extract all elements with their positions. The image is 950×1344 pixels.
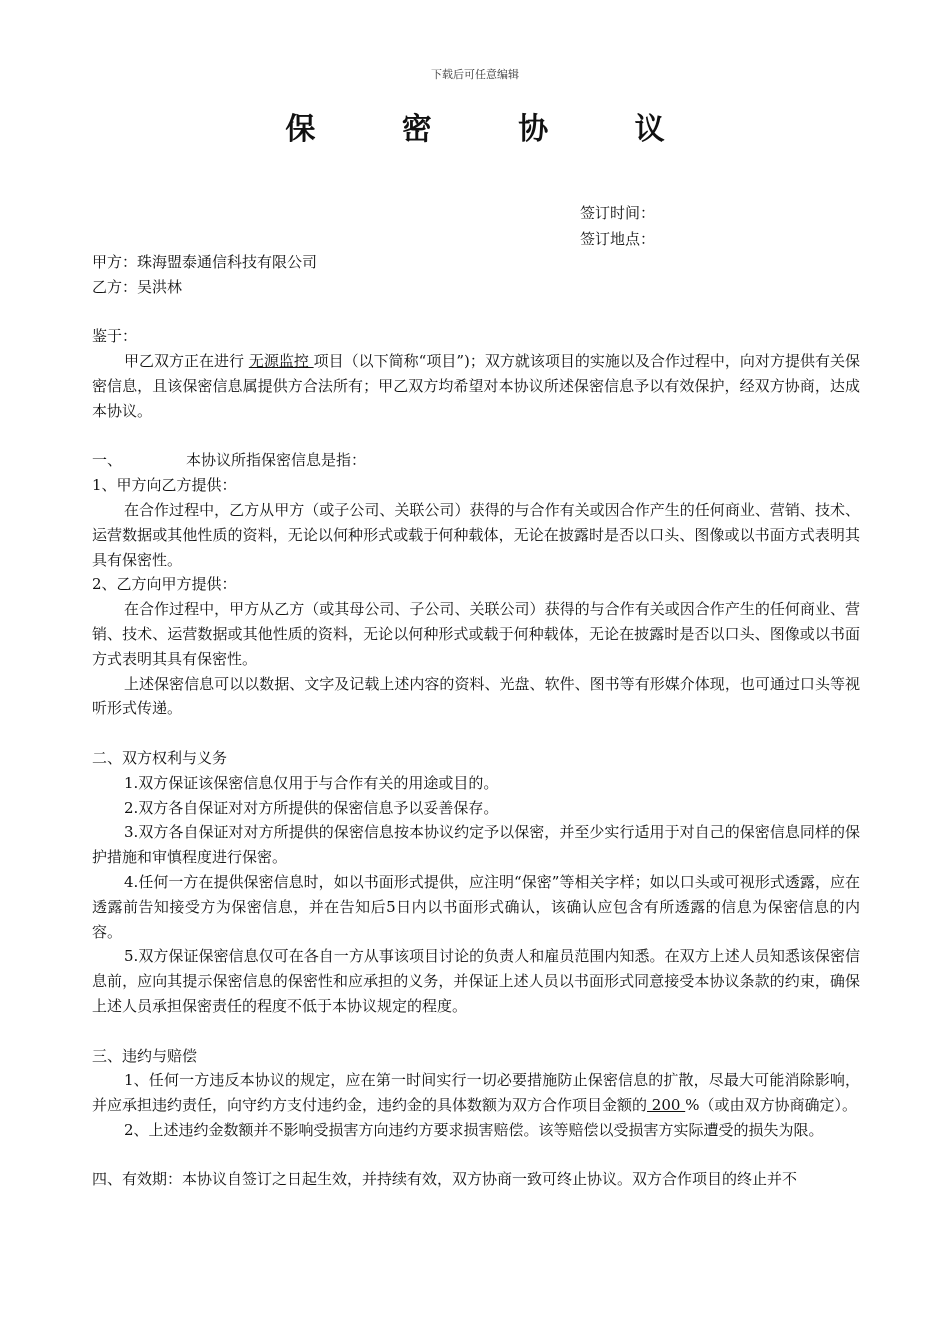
section3-item1-post: %（或由双方协商确定）。 (685, 1096, 857, 1115)
section3-item1 (92, 1068, 860, 1118)
section2-item: 2.双方各自保证对对方所提供的保密信息予以妥善保存。 (124, 798, 499, 817)
section4-text: 四、有效期：本协议自签订之日起生效，并持续有效，双方协商一致可终止协议。双方合作项目的终止并不 (92, 1170, 798, 1189)
preamble-paragraph (92, 349, 860, 423)
sign-place-label: 签订地点： (580, 230, 656, 248)
section2-item: 4.任何一方在提供保密信息时，如以书面形式提供，应注明“保密”等相关字样；如以口头或可视形式透露，应在透露前告知接受方为保密信息，并在告知后5日内以书面形式确认，该确认应包含有所透露的信息为保密信息的内容。 (92, 872, 860, 941)
sign-time-label: 签订时间： (580, 204, 656, 222)
section1-item1-text: 在合作过程中，乙方从甲方（或子公司、关联公司）获得的与合作有关或因合作产生的任何商业、营销、技术、运营数据或其他性质的资料，无论以何种形式或载于何种载体，无论在披露时是否以口头、图像或以书面方式表明其具有保密性。 (92, 500, 860, 569)
section2-item: 1.双方保证该保密信息仅用于与合作有关的用途或目的。 (124, 773, 499, 792)
section1-number: 一、 (92, 451, 123, 470)
section2-title: 二、双方权利与义务 (92, 748, 228, 767)
section3-title: 三、违约与赔偿 (92, 1046, 198, 1065)
header-note: 下载后可任意编辑 (431, 68, 519, 81)
document-body (92, 250, 860, 1192)
party-a: 甲方：珠海盟泰通信科技有限公司 (92, 253, 318, 271)
party-b: 乙方：吴洪林 (92, 277, 183, 296)
section1-item2-title: 2、乙方向甲方提供： (92, 575, 237, 594)
document-title: 保 密 协 议 (285, 112, 703, 147)
preamble-text-post: 项目（以下简称“项目”)；双方就该项目的实施以及合作过程中，向对方提供有关保密信息，且该保密信息属提供方合法所有；甲乙双方均希望对本协议所述保密信息予以有效保护，经双方协商，达成本协议。 (92, 352, 860, 420)
penalty-percentage: 200 (647, 1096, 686, 1115)
section1-note: 上述保密信息可以以数据、文字及记载上述内容的资料、光盘、软件、图书等有形媒介体现，也可通过口头等视听形式传递。 (92, 674, 860, 718)
section3-item1-pre: 1、任何一方违反本协议的规定，应在第一时间实行一切必要措施防止保密信息的扩散，尽最大可能消除影响，并应承担违约责任，向守约方支付违约金，违约金的具体数额为双方合作项目金额的 (92, 1071, 860, 1115)
sign-block (580, 200, 655, 252)
preamble-text-pre: 甲乙双方正在进行 (124, 352, 249, 371)
section3-item2: 2、上述违约金数额并不影响受损害方向违约方要求损害赔偿。该等赔偿以受损害方实际遭受的损失为限。 (124, 1120, 824, 1139)
preamble-label: 鉴于： (92, 327, 138, 346)
section1-item2-text: 在合作过程中，甲方从乙方（或其母公司、子公司、关联公司）获得的与合作有关或因合作产生的任何商业、营销、技术、运营数据或其他性质的资料，无论以何种形式或载于何种载体，无论在披露时是否以口头、图像或以书面方式表明其具有保密性。 (92, 600, 860, 668)
section1-item1-title: 1、甲方向乙方提供： (92, 476, 237, 495)
section2-item: 5.双方保证保密信息仅可在各自一方从事该项目讨论的负责人和雇员范围内知悉。在双方上述人员知悉该保密信息前，应向其提示保密信息的保密性和应承担的义务，并保证上述人员以书面形式同意接受本协议条款的约束，确保上述人员承担保密责任的程度不低于本协议规定的程度。 (92, 947, 860, 1015)
section1-heading (92, 448, 860, 473)
section1-title: 本协议所指保密信息是指： (186, 451, 367, 470)
section2-item: 3.双方各自保证对对方所提供的保密信息按本协议约定予以保密，并至少实行适用于对自己的保密信息同样的保护措施和审慎程度进行保密。 (92, 823, 860, 867)
project-name: 无源监控 (248, 352, 314, 371)
